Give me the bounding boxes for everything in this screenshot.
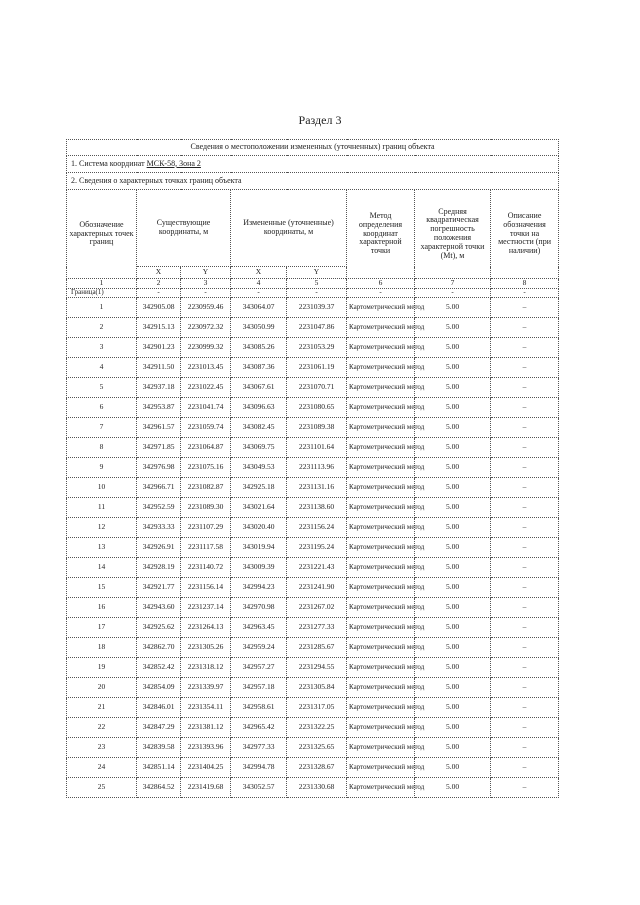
existing-x-cell: 342847.29 [137, 717, 181, 737]
changed-y-cell: 2231241.90 [287, 577, 347, 597]
existing-y-cell: 2231305.26 [181, 637, 231, 657]
description-cell: – [491, 777, 559, 797]
accuracy-cell: 5.00 [415, 517, 491, 537]
method-cell: Картометрический метод [347, 717, 415, 737]
description-cell: – [491, 657, 559, 677]
table-row [67, 537, 559, 557]
point-number-cell: 12 [67, 517, 137, 537]
changed-y-cell: 2231267.02 [287, 597, 347, 617]
point-number-cell: 22 [67, 717, 137, 737]
accuracy-cell: 5.00 [415, 697, 491, 717]
coord-system-value: МСК-58, Зона 2 [146, 158, 201, 168]
table-row [67, 357, 559, 377]
point-number-cell: 15 [67, 577, 137, 597]
changed-y-cell: 2231061.19 [287, 357, 347, 377]
existing-y-cell: 2231082.87 [181, 477, 231, 497]
changed-y-cell: 2231070.71 [287, 377, 347, 397]
description-cell: – [491, 317, 559, 337]
method-cell: Картометрический метод [347, 497, 415, 517]
group-cell: - [137, 289, 181, 298]
existing-x-cell: 342901.23 [137, 337, 181, 357]
table-row [67, 417, 559, 437]
table-row [67, 717, 559, 737]
table-row [67, 757, 559, 777]
table-row [67, 597, 559, 617]
changed-x-cell: 343009.39 [231, 557, 287, 577]
changed-x-cell: 343067.61 [231, 377, 287, 397]
table-row [67, 517, 559, 537]
method-cell: Картометрический метод [347, 377, 415, 397]
existing-x-cell: 342937.18 [137, 377, 181, 397]
group-cell: - [231, 289, 287, 298]
existing-y-cell: 2231339.97 [181, 677, 231, 697]
changed-y-cell: 2231322.25 [287, 717, 347, 737]
description-cell: – [491, 477, 559, 497]
existing-x-cell: 342839.58 [137, 737, 181, 757]
coord-system-label: 1. Система координат [71, 158, 145, 168]
method-cell: Картометрический метод [347, 697, 415, 717]
changed-y-cell: 2231328.67 [287, 757, 347, 777]
accuracy-cell: 5.00 [415, 477, 491, 497]
description-cell: – [491, 357, 559, 377]
method-cell: Картометрический метод [347, 677, 415, 697]
accuracy-cell: 5.00 [415, 637, 491, 657]
accuracy-cell: 5.00 [415, 397, 491, 417]
description-cell: – [491, 637, 559, 657]
method-cell: Картометрический метод [347, 297, 415, 317]
accuracy-cell: 5.00 [415, 617, 491, 637]
changed-x-cell: 343064.07 [231, 297, 287, 317]
column-number: 8 [491, 279, 559, 289]
existing-x-cell: 342933.33 [137, 517, 181, 537]
changed-x-cell: 343096.63 [231, 397, 287, 417]
description-cell: – [491, 597, 559, 617]
changed-y-cell: 2231305.84 [287, 677, 347, 697]
changed-y-cell: 2231138.60 [287, 497, 347, 517]
existing-x-cell: 342961.57 [137, 417, 181, 437]
changed-y-cell: 2231101.64 [287, 437, 347, 457]
existing-y-cell: 2231381.12 [181, 717, 231, 737]
section-title: Раздел 3 [298, 113, 342, 127]
existing-y-cell: 2231318.12 [181, 657, 231, 677]
method-cell: Картометрический метод [347, 437, 415, 457]
accuracy-cell: 5.00 [415, 457, 491, 477]
point-number-cell: 20 [67, 677, 137, 697]
description-cell: – [491, 617, 559, 637]
table-row [67, 737, 559, 757]
changed-x-cell: 342958.61 [231, 697, 287, 717]
point-number-cell: 19 [67, 657, 137, 677]
changed-x-cell: 343050.99 [231, 317, 287, 337]
method-cell: Картометрический метод [347, 757, 415, 777]
existing-x-cell: 342852.42 [137, 657, 181, 677]
column-number: 2 [137, 279, 181, 289]
description-cell: – [491, 557, 559, 577]
method-cell: Картометрический метод [347, 597, 415, 617]
table-row [67, 777, 559, 797]
method-cell: Картометрический метод [347, 777, 415, 797]
table-row [67, 437, 559, 457]
existing-y-cell: 2231041.74 [181, 397, 231, 417]
existing-x-cell: 342905.08 [137, 297, 181, 317]
existing-x-cell: 342943.60 [137, 597, 181, 617]
coord-system-row [67, 156, 559, 173]
table-row [67, 657, 559, 677]
point-number-cell: 7 [67, 417, 137, 437]
header-changed-y: Y [287, 267, 347, 279]
method-cell: Картометрический метод [347, 357, 415, 377]
changed-y-cell: 2231047.86 [287, 317, 347, 337]
changed-y-cell: 2231195.24 [287, 537, 347, 557]
changed-x-cell: 343069.75 [231, 437, 287, 457]
description-cell: – [491, 577, 559, 597]
existing-y-cell: 2231117.58 [181, 537, 231, 557]
changed-x-cell: 342963.45 [231, 617, 287, 637]
existing-x-cell: 342864.52 [137, 777, 181, 797]
table-row [67, 317, 559, 337]
table-row [67, 477, 559, 497]
accuracy-cell: 5.00 [415, 357, 491, 377]
point-number-cell: 1 [67, 297, 137, 317]
existing-y-cell: 2230959.46 [181, 297, 231, 317]
accuracy-cell: 5.00 [415, 537, 491, 557]
existing-y-cell: 2231107.29 [181, 517, 231, 537]
description-cell: – [491, 297, 559, 317]
existing-y-cell: 2231075.16 [181, 457, 231, 477]
existing-x-cell: 342925.62 [137, 617, 181, 637]
changed-x-cell: 343021.64 [231, 497, 287, 517]
header-existing-x: X [137, 267, 181, 279]
method-cell: Картометрический метод [347, 397, 415, 417]
existing-x-cell: 342976.98 [137, 457, 181, 477]
method-cell: Картометрический метод [347, 637, 415, 657]
changed-x-cell: 342957.18 [231, 677, 287, 697]
header-designation: Обозначение характерных точек границ [67, 190, 137, 279]
description-cell: – [491, 497, 559, 517]
changed-y-cell: 2231277.33 [287, 617, 347, 637]
changed-x-cell: 343082.45 [231, 417, 287, 437]
point-number-cell: 4 [67, 357, 137, 377]
table-row [67, 557, 559, 577]
method-cell: Картометрический метод [347, 457, 415, 477]
changed-x-cell: 343052.57 [231, 777, 287, 797]
existing-x-cell: 342928.19 [137, 557, 181, 577]
changed-x-cell: 343087.36 [231, 357, 287, 377]
existing-y-cell: 2231064.87 [181, 437, 231, 457]
description-cell: – [491, 377, 559, 397]
changed-x-cell: 342965.42 [231, 717, 287, 737]
group-cell: - [415, 289, 491, 298]
changed-y-cell: 2231113.96 [287, 457, 347, 477]
existing-y-cell: 2230999.32 [181, 337, 231, 357]
group-cell: - [287, 289, 347, 298]
accuracy-cell: 5.00 [415, 557, 491, 577]
column-number: 5 [287, 279, 347, 289]
existing-y-cell: 2231264.13 [181, 617, 231, 637]
point-number-cell: 24 [67, 757, 137, 777]
point-number-cell: 3 [67, 337, 137, 357]
table-row [67, 577, 559, 597]
point-number-cell: 17 [67, 617, 137, 637]
changed-x-cell: 342925.18 [231, 477, 287, 497]
method-cell: Картометрический метод [347, 537, 415, 557]
existing-x-cell: 342953.87 [137, 397, 181, 417]
method-cell: Картометрический метод [347, 557, 415, 577]
accuracy-cell: 5.00 [415, 337, 491, 357]
table-row [67, 377, 559, 397]
existing-x-cell: 342846.01 [137, 697, 181, 717]
header-changed-x: X [231, 267, 287, 279]
point-number-cell: 16 [67, 597, 137, 617]
accuracy-cell: 5.00 [415, 297, 491, 317]
existing-y-cell: 2231156.14 [181, 577, 231, 597]
changed-y-cell: 2231325.65 [287, 737, 347, 757]
table-row [67, 637, 559, 657]
description-cell: – [491, 397, 559, 417]
existing-y-cell: 2231354.11 [181, 697, 231, 717]
method-cell: Картометрический метод [347, 337, 415, 357]
accuracy-cell: 5.00 [415, 597, 491, 617]
column-number: 4 [231, 279, 287, 289]
existing-y-cell: 2231404.25 [181, 757, 231, 777]
description-cell: – [491, 757, 559, 777]
table-row [67, 337, 559, 357]
points-info-row: 2. Сведения о характерных точках границ объекта [67, 173, 559, 190]
changed-x-cell: 343020.40 [231, 517, 287, 537]
header-existing: Существующие координаты, м [137, 190, 231, 267]
point-number-cell: 25 [67, 777, 137, 797]
table-row [67, 397, 559, 417]
description-cell: – [491, 537, 559, 557]
changed-x-cell: 342970.98 [231, 597, 287, 617]
changed-y-cell: 2231089.38 [287, 417, 347, 437]
description-cell: – [491, 697, 559, 717]
table-row [67, 457, 559, 477]
description-cell: – [491, 337, 559, 357]
changed-y-cell: 2231053.29 [287, 337, 347, 357]
accuracy-cell: 5.00 [415, 317, 491, 337]
header-description: Описание обозначения точки на местности (при наличии) [491, 190, 559, 279]
accuracy-cell: 5.00 [415, 717, 491, 737]
existing-y-cell: 2230972.32 [181, 317, 231, 337]
changed-y-cell: 2231080.65 [287, 397, 347, 417]
changed-x-cell: 343049.53 [231, 457, 287, 477]
method-cell: Картометрический метод [347, 577, 415, 597]
point-number-cell: 14 [67, 557, 137, 577]
table-row [67, 297, 559, 317]
boundary-group-label: Граница(1) [67, 289, 137, 298]
existing-y-cell: 2231089.30 [181, 497, 231, 517]
existing-y-cell: 2231237.14 [181, 597, 231, 617]
table-row [67, 497, 559, 517]
changed-y-cell: 2231330.68 [287, 777, 347, 797]
changed-y-cell: 2231039.37 [287, 297, 347, 317]
method-cell: Картометрический метод [347, 617, 415, 637]
method-cell: Картометрический метод [347, 737, 415, 757]
changed-y-cell: 2231294.55 [287, 657, 347, 677]
method-cell: Картометрический метод [347, 477, 415, 497]
accuracy-cell: 5.00 [415, 417, 491, 437]
point-number-cell: 11 [67, 497, 137, 517]
existing-y-cell: 2231059.74 [181, 417, 231, 437]
description-cell: – [491, 437, 559, 457]
changed-y-cell: 2231131.16 [287, 477, 347, 497]
existing-y-cell: 2231393.96 [181, 737, 231, 757]
description-cell: – [491, 457, 559, 477]
accuracy-cell: 5.00 [415, 497, 491, 517]
table-row [67, 617, 559, 637]
existing-x-cell: 342862.70 [137, 637, 181, 657]
changed-x-cell: 342994.78 [231, 757, 287, 777]
description-cell: – [491, 737, 559, 757]
method-cell: Картометрический метод [347, 517, 415, 537]
accuracy-cell: 5.00 [415, 677, 491, 697]
header-changed: Измененные (уточненные) координаты, м [231, 190, 347, 267]
point-number-cell: 13 [67, 537, 137, 557]
point-number-cell: 5 [67, 377, 137, 397]
existing-x-cell: 342911.50 [137, 357, 181, 377]
group-cell: - [181, 289, 231, 298]
method-cell: Картометрический метод [347, 657, 415, 677]
changed-x-cell: 342994.23 [231, 577, 287, 597]
accuracy-cell: 5.00 [415, 757, 491, 777]
point-number-cell: 9 [67, 457, 137, 477]
accuracy-cell: 5.00 [415, 657, 491, 677]
method-cell: Картометрический метод [347, 317, 415, 337]
description-cell: – [491, 517, 559, 537]
changed-y-cell: 2231221.43 [287, 557, 347, 577]
existing-x-cell: 342851.14 [137, 757, 181, 777]
changed-y-cell: 2231285.67 [287, 637, 347, 657]
changed-x-cell: 342977.33 [231, 737, 287, 757]
description-cell: – [491, 677, 559, 697]
existing-x-cell: 342971.85 [137, 437, 181, 457]
changed-y-cell: 2231317.05 [287, 697, 347, 717]
column-number: 3 [181, 279, 231, 289]
accuracy-cell: 5.00 [415, 577, 491, 597]
header-accuracy: Средняя квадратическая погрешность положения характерной точки (Mt), м [415, 190, 491, 279]
existing-x-cell: 342966.71 [137, 477, 181, 497]
existing-y-cell: 2231022.45 [181, 377, 231, 397]
existing-y-cell: 2231140.72 [181, 557, 231, 577]
table-row [67, 697, 559, 717]
group-cell: - [491, 289, 559, 298]
boundary-group-row [67, 289, 559, 298]
existing-x-cell: 342952.59 [137, 497, 181, 517]
table-row [67, 677, 559, 697]
group-cell: - [347, 289, 415, 298]
changed-x-cell: 342957.27 [231, 657, 287, 677]
method-cell: Картометрический метод [347, 417, 415, 437]
column-number: 1 [67, 279, 137, 289]
accuracy-cell: 5.00 [415, 777, 491, 797]
description-cell: – [491, 717, 559, 737]
boundary-points-table [66, 139, 559, 798]
existing-y-cell: 2231419.68 [181, 777, 231, 797]
point-number-cell: 2 [67, 317, 137, 337]
accuracy-cell: 5.00 [415, 737, 491, 757]
column-number: 6 [347, 279, 415, 289]
column-number: 7 [415, 279, 491, 289]
existing-x-cell: 342915.13 [137, 317, 181, 337]
point-number-cell: 8 [67, 437, 137, 457]
changed-x-cell: 343085.26 [231, 337, 287, 357]
accuracy-cell: 5.00 [415, 377, 491, 397]
existing-x-cell: 342921.77 [137, 577, 181, 597]
changed-x-cell: 343019.94 [231, 537, 287, 557]
accuracy-cell: 5.00 [415, 437, 491, 457]
header-method: Метод определения координат характерной точки [347, 190, 415, 279]
existing-x-cell: 342854.09 [137, 677, 181, 697]
header-existing-y: Y [181, 267, 231, 279]
existing-y-cell: 2231013.45 [181, 357, 231, 377]
table-title: Сведения о местоположении измененных (уточненных) границ объекта [67, 140, 559, 156]
changed-x-cell: 342959.24 [231, 637, 287, 657]
point-number-cell: 21 [67, 697, 137, 717]
existing-x-cell: 342926.91 [137, 537, 181, 557]
point-number-cell: 18 [67, 637, 137, 657]
point-number-cell: 10 [67, 477, 137, 497]
description-cell: – [491, 417, 559, 437]
column-number-row [67, 279, 559, 289]
point-number-cell: 23 [67, 737, 137, 757]
point-number-cell: 6 [67, 397, 137, 417]
changed-y-cell: 2231156.24 [287, 517, 347, 537]
